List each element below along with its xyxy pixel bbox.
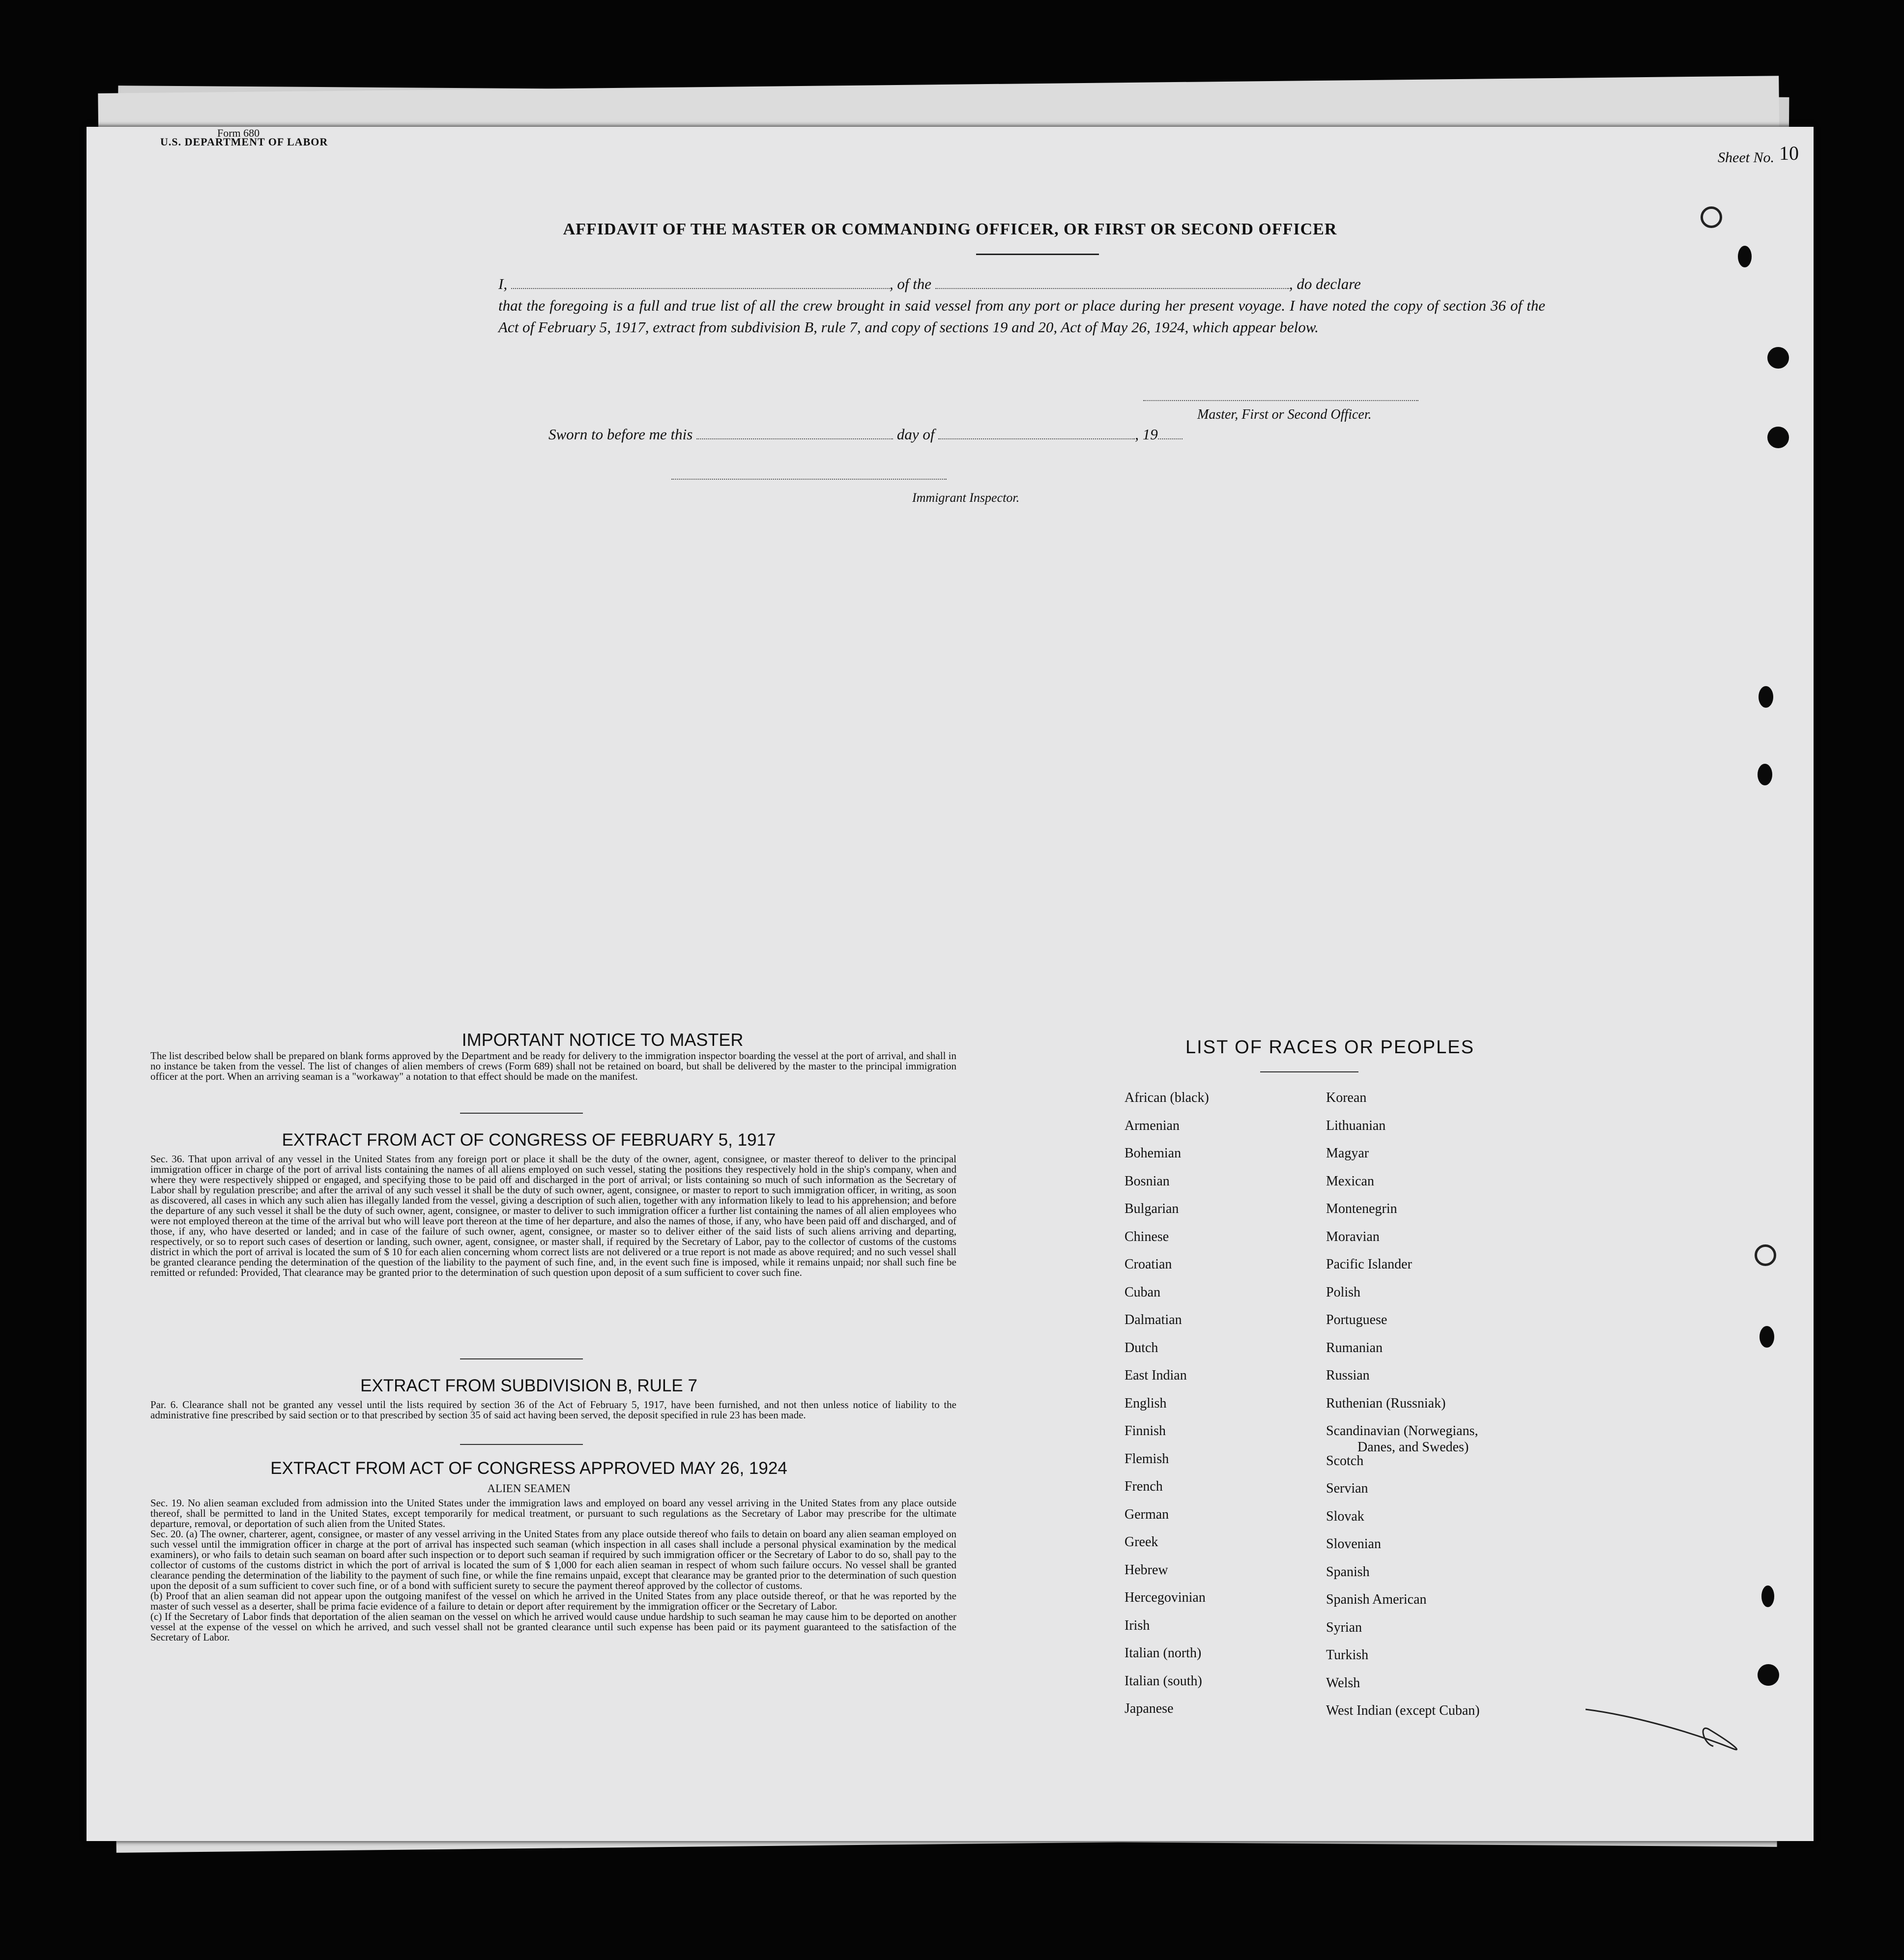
year-prefix: , 19 [1135, 426, 1158, 443]
binder-hole [1758, 764, 1772, 785]
race-item: Ruthenian (Russniak) [1326, 1395, 1446, 1411]
signature-line[interactable] [1143, 400, 1418, 401]
race-item: Turkish [1326, 1647, 1369, 1663]
race-item: Croatian [1125, 1257, 1172, 1272]
divider [460, 1444, 583, 1445]
race-item: Welsh [1326, 1675, 1360, 1691]
race-item: Flemish [1125, 1451, 1169, 1467]
race-item: French [1125, 1479, 1163, 1494]
affidavit-statement: that the foregoing is a full and true list of all the crew brought in said vessel from any port or place during her present voyage. I have noted the copy of section 36 of the Act of February 5, 1917, extract from subdivision B, rule 7, and copy of sections 19 and 20, Act of May 26, 1924, which appear below. [498, 297, 1545, 336]
sheet-number: 10 [1779, 142, 1799, 164]
affidavit-do-declare: , do declare [1289, 275, 1361, 292]
race-item: Japanese [1125, 1701, 1174, 1716]
binder-hole [1767, 347, 1789, 369]
document-page [87, 127, 1814, 1841]
affidavit-of-the: , of the [889, 275, 932, 292]
races-title: LIST OF RACES OR PEOPLES [1185, 1037, 1474, 1058]
race-item: Spanish [1326, 1564, 1370, 1580]
race-item: West Indian (except Cuban) [1326, 1703, 1480, 1718]
race-item: Polish [1326, 1284, 1361, 1300]
year-blank[interactable] [1158, 433, 1183, 439]
binder-hole [1760, 1326, 1774, 1348]
race-item: Magyar [1326, 1146, 1369, 1161]
department-name: U.S. DEPARTMENT OF LABOR [160, 136, 328, 148]
section-20a: Sec. 20. (a) The owner, charterer, agent, consignee, or master of any vessel arriving in the United States from any place outside thereof who fails to detain on board any alien seaman employed on such vessel until the immigration officer in charge at the port of arrival has inspected such seaman (which inspection in all cases shall include a personal physical examination by the medical examiners), or who fails to detain such seaman on board after such inspection or to deport such seaman if required by such immigration officer or the Secretary of Labor to do so, shall pay to the collector of customs of the customs district in which the port of arrival is located the sum of $ 1,000 for each alien seaman in respect of whom such failure occurs. No vessel shall be granted clearance pending the determination of the liability to the payment of such fine, or while the fine remains unpaid, except that clearance may be granted prior to the determination of such question upon the deposit of a sum sufficient to cover such fine, or of a bond with sufficient surety to secure the payment thereof approved by the collector of customs. [150, 1528, 956, 1591]
binder-hole [1767, 427, 1789, 448]
race-item: Italian (south) [1125, 1673, 1202, 1689]
race-item: Scandinavian (Norwegians, [1326, 1423, 1478, 1439]
section-20c: (c) If the Secretary of Labor finds that deportation of the alien seaman on the vessel on which he arrived would cause undue hardship to such seaman he may cause him to be deported on another vessel at the expense of the vessel on which he arrived, and such vessel shall not be granted clearance until such expense has been paid or its payment guaranteed to the satisfaction of the Secretary of Labor. [150, 1611, 956, 1643]
race-item: African (black) [1125, 1090, 1209, 1105]
race-item: Portuguese [1326, 1312, 1387, 1327]
binder-hole [1758, 1664, 1779, 1686]
race-item: Syrian [1326, 1619, 1362, 1635]
race-item: Pacific Islander [1326, 1257, 1412, 1272]
extract-1917-title: EXTRACT FROM ACT OF CONGRESS OF FEBRUARY 5, 1917 [282, 1130, 776, 1150]
race-item: Mexican [1326, 1173, 1374, 1189]
affidavit-body [498, 273, 1545, 338]
race-item: Hebrew [1125, 1562, 1168, 1578]
notice-text: The list described below shall be prepared on blank forms approved by the Department and be ready for delivery to the immigration inspector boarding the vessel at the port of arrival, and shall in no instance be taken from the vessel. The list of changes of alien members of crews (Form 689) shall not be retained on board, but shall be delivered by the master to the principal immigration officer at the port. When an arriving seaman is a "workaway" a notation to that effect should be made on the manifest. [150, 1050, 956, 1082]
race-item: English [1125, 1395, 1167, 1411]
race-item: Lithuanian [1326, 1118, 1386, 1133]
form-number: Form 680 [217, 127, 260, 139]
race-item: Slovak [1326, 1508, 1364, 1524]
race-item: Chinese [1125, 1229, 1169, 1244]
race-item: Bulgarian [1125, 1201, 1179, 1216]
binder-hole-ring [1755, 1244, 1776, 1266]
extract-1917-text: Sec. 36. That upon arrival of any vessel in the United States from any foreign port or place it shall be the duty of the owner, agent, consignee, or master thereof to deliver to the principal immigration officer in charge of the port of arrival lists containing the names of all aliens employed on such vessel, stating the positions they respectively hold in the ship's company, when and where they were respectively shipped or engaged, and specifying those to be paid off and discharged in the port of arrival; or lists containing so much of such information as the Secretary of Labor shall by regulation prescribe; and after the arrival of any such vessel it shall be the duty of such owner, agent, consignee, or master to report to such immigration officer, in writing, as soon as discovered, all cases in which any such alien has illegally landed from the vessel, giving a description of such alien, together with any information likely to lead to his apprehension; and before the departure of any such vessel it shall be the duty of such owner, agent, consignee, or master to deliver to such immigration officer a further list containing the names of all alien employees who were not employed thereon at the time of the arrival but who will leave port thereon at the time of her departure, and also the names of those, if any, who have been paid off and discharged, and of those, if any, who have deserted or landed; and in case of the failure of such owner, agent, consignee, or master so to deliver either of the said lists of such aliens arriving and departing, respectively, or so to report such cases of desertion or landing, such owner, agent, consignee, or master shall, if required by the Secretary of Labor, pay to the collector of customs of the customs district in which the port of arrival is located the sum of $ 10 for each alien concerning whom correct lists are not delivered or a true report is not made as above required; and no such vessel shall be granted clearance pending the determination of the question of the liability to the payment of such fine, and, in the event such fine is imposed, while it remains unpaid; nor shall such fine be remitted or refunded: Provided, That clearance may be granted prior to the determination of such question upon deposit of a sum sufficient to cover such fine. [150, 1153, 956, 1278]
extract-1924-title: EXTRACT FROM ACT OF CONGRESS APPROVED MAY 26, 1924 [270, 1459, 787, 1478]
extract-rule7-text: Par. 6. Clearance shall not be granted any vessel until the lists required by section 36 of the Act of February 5, 1917, have been furnished, and not then unless notice of liability to the administrative fine prescribed by said section or to that prescribed by section 35 of said act having been served, the deposit specified in rule 23 has been made. [150, 1399, 956, 1421]
race-item: German [1125, 1506, 1169, 1522]
day-of: day of [896, 426, 935, 443]
binder-hole [1738, 246, 1752, 267]
inspector-label: Immigrant Inspector. [912, 490, 1020, 505]
extract-1924-text [150, 1498, 956, 1643]
binder-hole [1759, 686, 1773, 708]
sheet-label: Sheet No. [1718, 149, 1774, 166]
race-item: Bohemian [1125, 1146, 1182, 1161]
race-item: Russian [1326, 1368, 1370, 1383]
signature-label: Master, First or Second Officer. [1197, 407, 1372, 422]
race-item: East Indian [1125, 1368, 1187, 1383]
binder-hole [1761, 1585, 1774, 1607]
race-item: Servian [1326, 1481, 1368, 1496]
race-item: Rumanian [1326, 1340, 1383, 1355]
extract-rule7-title: EXTRACT FROM SUBDIVISION B, RULE 7 [360, 1376, 697, 1395]
race-item-continuation: Danes, and Swedes) [1357, 1440, 1469, 1455]
sworn-line [548, 426, 1183, 443]
race-item: Bosnian [1125, 1173, 1170, 1189]
race-item: Irish [1125, 1617, 1150, 1633]
affidavit-i: I, [498, 275, 508, 292]
divider [460, 1113, 583, 1114]
affidavit-first-line [498, 273, 1545, 295]
notice-title: IMPORTANT NOTICE TO MASTER [462, 1030, 744, 1050]
divider [976, 254, 1099, 255]
race-item: Italian (north) [1125, 1645, 1202, 1661]
affidavit-title: AFFIDAVIT OF THE MASTER OR COMMANDING OFFICER, OR FIRST OR SECOND OFFICER [563, 220, 1337, 238]
pencil-mark [1586, 1700, 1743, 1754]
day-blank[interactable] [696, 433, 893, 439]
name-blank[interactable] [511, 283, 890, 289]
section-19: Sec. 19. No alien seaman excluded from admission into the United States under the immigration laws and employed on board any vessel arriving in the United States from any place outside thereof, shall be permitted to land in the United States, except temporarily for medical treatment, or pursuant to such regulations as the Secretary of Labor may prescribe for the ultimate departure, removal, or deportation of such alien from the United States. [150, 1497, 956, 1529]
sworn-prefix: Sworn to before me this [548, 426, 693, 443]
race-item: Finnish [1125, 1423, 1166, 1439]
section-20b: (b) Proof that an alien seaman did not appear upon the outgoing manifest of the vessel on which he arrived in the United States from any place outside thereof, or that he was reported by the master of such vessel as a deserter, shall be prima facie evidence of a failure to detain or deport after requirement by the immigration officer or the Secretary of Labor. [150, 1590, 956, 1612]
race-item: Korean [1326, 1090, 1367, 1105]
race-item: Dalmatian [1125, 1312, 1182, 1327]
race-item: Greek [1125, 1534, 1158, 1550]
divider [1260, 1071, 1358, 1072]
divider [460, 1358, 583, 1359]
inspector-signature-line[interactable] [671, 479, 947, 480]
race-item: Cuban [1125, 1284, 1161, 1300]
race-item: Dutch [1125, 1340, 1158, 1355]
month-blank[interactable] [938, 433, 1135, 439]
race-item: Spanish American [1326, 1592, 1427, 1607]
extract-1924-subtitle: ALIEN SEAMEN [487, 1482, 571, 1495]
race-item: Hercegovinian [1125, 1590, 1206, 1605]
race-item: Scotch [1326, 1453, 1364, 1469]
race-item: Moravian [1326, 1229, 1380, 1244]
race-item: Montenegrin [1326, 1201, 1397, 1216]
race-item: Slovenian [1326, 1536, 1381, 1552]
vessel-blank[interactable] [935, 283, 1289, 289]
race-item: Armenian [1125, 1118, 1180, 1133]
